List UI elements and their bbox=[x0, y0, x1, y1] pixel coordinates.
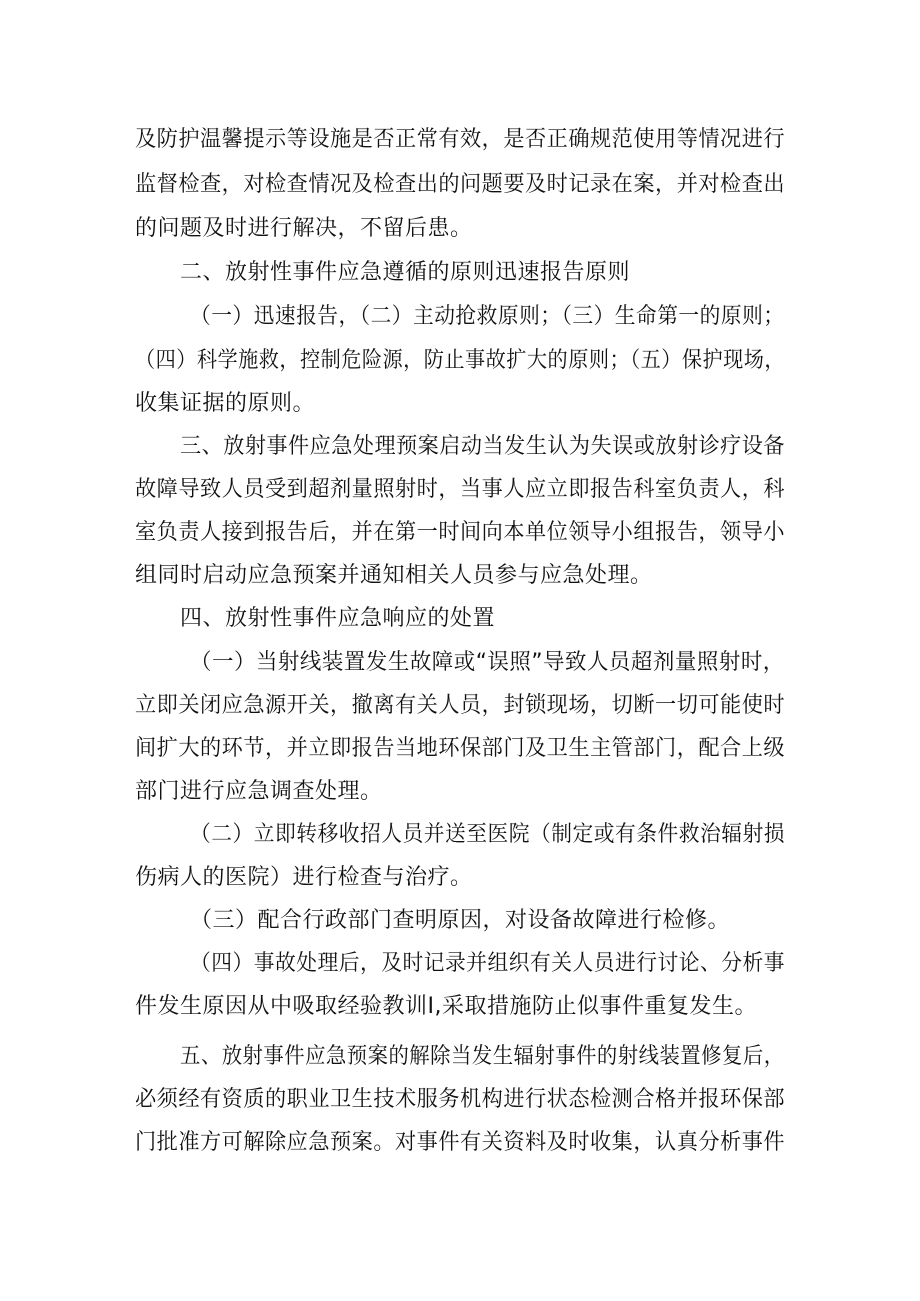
text-line: 件发生原因从中吸取经验教训I,采取措施防止似事件重复发生。 bbox=[135, 994, 757, 1019]
text-line: 立即关闭应急源开关，撤离有关人员，封锁现场，切断一切可能使时 bbox=[135, 693, 786, 718]
text-line: 监督检查，对检查情况及检查出的问题要及时记录在案，并对检查出 bbox=[135, 172, 786, 197]
text-line: 门批准方可解除应急预案。对事件有关资料及时收集，认真分析事件 bbox=[135, 1130, 786, 1155]
text-line: 故障导致人员受到超剂量照射时，当事人应立即报告科室负责人，科 bbox=[135, 477, 786, 502]
text-line: 收集证据的原则。 bbox=[135, 391, 316, 416]
text-line: 部门进行应急调查处理。 bbox=[135, 779, 383, 804]
text-line: （一）当射线装置发生故障或“误照”导致人员超剂量照射时， bbox=[190, 650, 785, 675]
section-heading: 三、放射事件应急处理预案启动当发生认为失误或放射诊疗设备 bbox=[180, 434, 786, 459]
text-line: 伤病人的医院）进行检查与治疗。 bbox=[135, 865, 473, 890]
text-line: 室负责人接到报告后，并在第一时间向本单位领导小组报告，领导小 bbox=[135, 520, 786, 545]
section-heading: 二、放射性事件应急遵循的原则迅速报告原则 bbox=[180, 260, 631, 285]
text-line: 及防护温馨提示等设施是否正常有效，是否正确规范使用等情况进行 bbox=[135, 127, 786, 152]
section-heading: 四、放射性事件应急响应的处置 bbox=[180, 606, 496, 631]
text-line: 必须经有资质的职业卫生技术服务机构进行状态检测合格并报环保部 bbox=[135, 1087, 786, 1112]
text-line: （一）迅速报告，（二）主动抢救原则；（三）生命第一的原则； bbox=[190, 304, 785, 329]
section-heading: 五、放射事件应急预案的解除当发生辐射事件的射线装置修复后， bbox=[180, 1044, 785, 1069]
text-line: （二）立即转移收招人员并送至医院（制定或有条件救治辐射损 bbox=[190, 822, 785, 847]
text-line: 组同时启动应急预案并通知相关人员参与应急处理。 bbox=[135, 563, 653, 588]
text-line: （三）配合行政部门查明原因，对设备故障进行检修。 bbox=[190, 908, 731, 933]
text-line: 间扩大的环节，并立即报告当地环保部门及卫生主管部门，配合上级 bbox=[135, 736, 786, 761]
text-line: （四）科学施救，控制危险源，防止事故扩大的原则；（五）保护现场， bbox=[135, 348, 786, 373]
text-line: 的问题及时进行解决，不留后患。 bbox=[135, 216, 473, 241]
text-line: （四）事故处理后，及时记录并组织有关人员进行讨论、分析事 bbox=[190, 951, 785, 976]
